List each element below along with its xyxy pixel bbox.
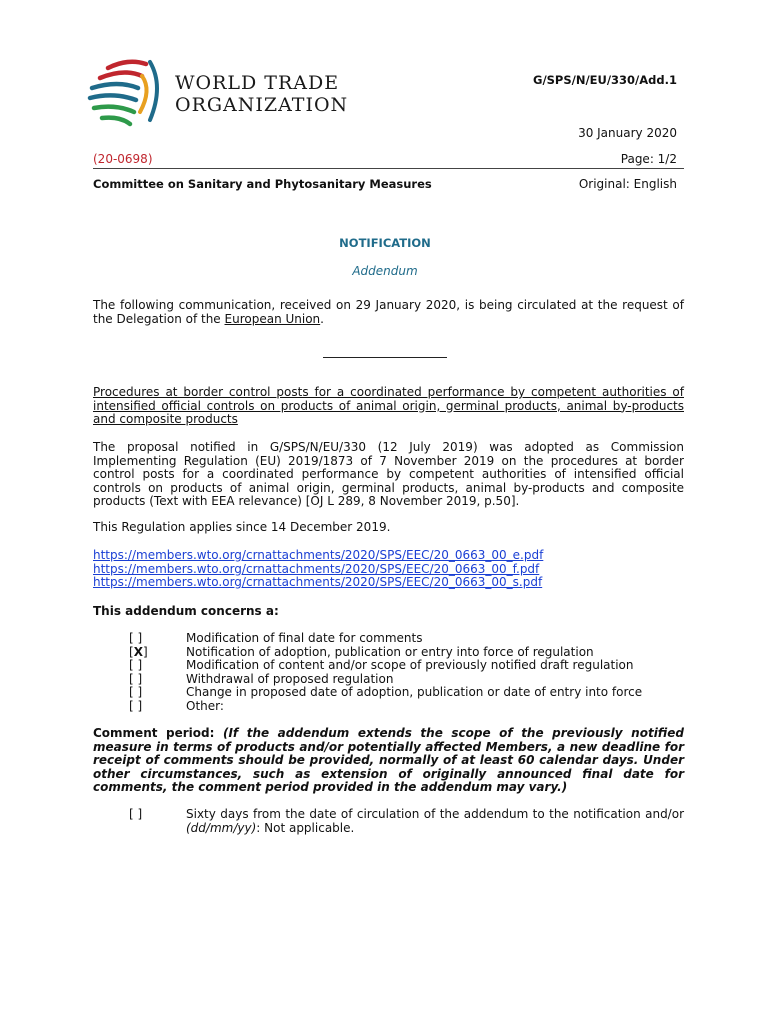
option-label: Withdrawal of proposed regulation (186, 671, 394, 686)
intro-suffix: . (320, 311, 324, 326)
document-symbol: G/SPS/N/EU/330/Add.1 (533, 73, 677, 87)
notification-heading: NOTIFICATION (339, 236, 431, 250)
committee-name: Committee on Sanitary and Phytosanitary Measures (93, 177, 432, 191)
body-paragraph: The proposal notified in G/SPS/N/EU/330 (12 July 2019) was adopted as Commission Implementing Regulation (EU) 2019/1873 of 7 November 2019 on the procedures at border control posts for a coordinated performance by competent authorities of intensified official controls on products of animal origin, germinal products, animal by-products and composite products (Text with EEA relevance) [OJ L 289, 8 November 2019, p.50]. (93, 440, 684, 508)
checkbox[interactable]: [ ] (129, 698, 143, 713)
checkbox[interactable]: [ ] (129, 807, 143, 821)
option-row (129, 646, 642, 660)
wto-emblem-icon (84, 56, 168, 128)
option-row (129, 673, 642, 687)
intro-text: The following communication, received on 29 January 2020, is being circulated at the request of the Delegation of the (93, 298, 684, 326)
original-language: Original: English (578, 177, 677, 191)
comment-period-label: Comment period: (93, 726, 223, 740)
header-divider (93, 168, 684, 169)
checkbox[interactable]: [ ] (129, 631, 143, 645)
org-name-line2: ORGANIZATION (175, 94, 349, 116)
sixty-days-option (129, 808, 684, 835)
document-number: (20-0698) (93, 152, 153, 166)
link-french[interactable]: https://members.wto.org/crnattachments/2020/SPS/EEC/20_0663_00_f.pdf (93, 561, 540, 576)
sixty-days-text: Sixty days from the date of circulation of the addendum to the notification and/or (dd/mm/yy): Not applicable. (186, 807, 684, 835)
regulation-title: Procedures at border control posts for a coordinated performance by competent authorities of intensified official controls on products of animal origin, germinal products, animal by-products and composite products (93, 385, 684, 426)
comment-period-text: (If the addendum extends the scope of the previously notified measure in terms of products and/or potentially affected Members, a new deadline for receipt of comments should be provided, normally of at least 60 calendar days. Under other circumstances, such as extension of originally announced final date for comments, the comment period provided in the addendum may vary.) (93, 726, 684, 794)
page-indicator: Page: 1/2 (620, 152, 677, 166)
document-date: 30 January 2020 (578, 126, 677, 140)
checkbox-checked[interactable]: [X] (129, 644, 148, 659)
option-row (129, 686, 642, 700)
comment-period (93, 727, 684, 795)
org-name (175, 72, 348, 116)
checkbox[interactable]: [ ] (129, 685, 143, 699)
date-format: (dd/mm/yy) (186, 820, 257, 835)
applies-paragraph: This Regulation applies since 14 December 2019. (93, 520, 391, 534)
org-name-line1: WORLD TRADE (175, 72, 340, 94)
intro-paragraph (93, 299, 684, 326)
checkbox[interactable]: [ ] (129, 671, 143, 686)
option-row (129, 659, 642, 673)
option-label: Modification of final date for comments (186, 631, 423, 645)
addendum-options (129, 632, 642, 713)
option-label: Other: (186, 698, 224, 713)
link-spanish[interactable]: https://members.wto.org/crnattachments/2020/SPS/EEC/20_0663_00_s.pdf (93, 575, 543, 589)
member-name: European Union (224, 311, 321, 326)
wto-logo (84, 56, 349, 128)
concerns-heading: This addendum concerns a: (93, 604, 279, 618)
section-divider (323, 357, 447, 358)
option-row (129, 632, 642, 646)
option-label: Modification of content and/or scope of previously notified draft regulation (186, 658, 634, 672)
option-label: Change in proposed date of adoption, publication or date of entry into force (186, 685, 643, 699)
option-label: Notification of adoption, publication or entry into force of regulation (186, 644, 594, 659)
checkbox[interactable]: [ ] (129, 658, 143, 672)
link-english[interactable]: https://members.wto.org/crnattachments/2020/SPS/EEC/20_0663_00_e.pdf (93, 548, 544, 562)
addendum-subheading: Addendum (352, 264, 418, 278)
option-row (129, 700, 642, 714)
sixty-days-value: : Not applicable. (256, 820, 355, 835)
attachment-links (93, 549, 684, 590)
